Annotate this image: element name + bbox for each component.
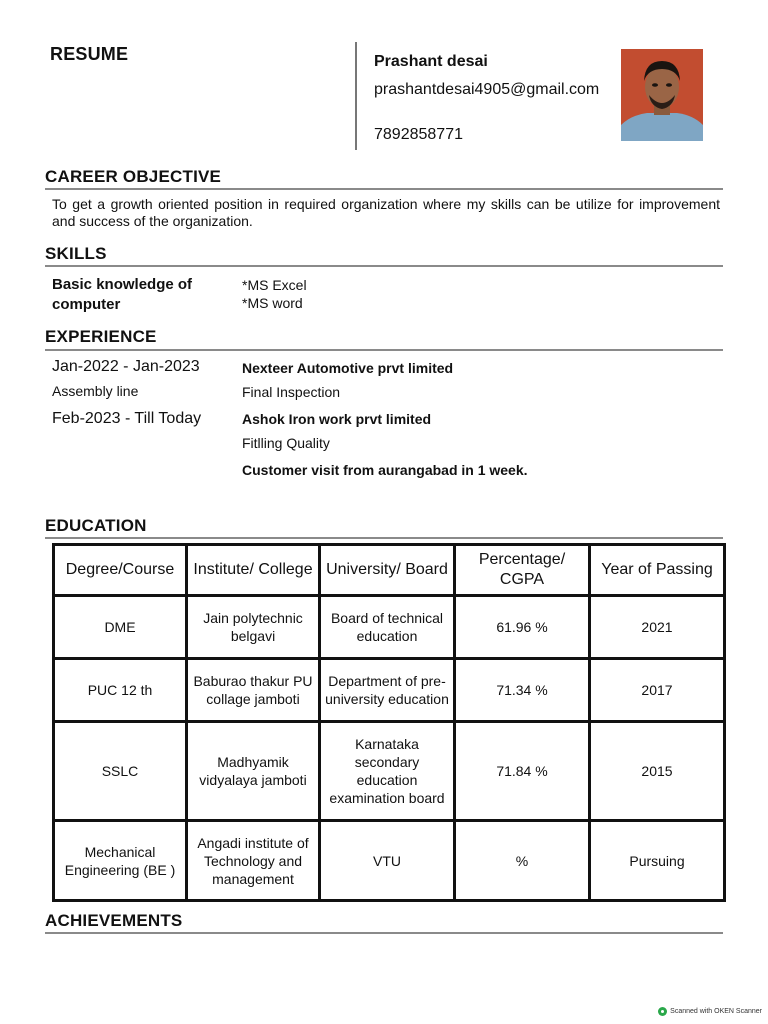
education-table (52, 543, 726, 902)
table-cell: Karnataka secondary education examination board (320, 722, 455, 821)
table-row (54, 722, 725, 821)
table-row (54, 821, 725, 901)
table-cell: 71.34 % (455, 659, 590, 722)
table-cell: Mechanical Engineering (BE ) (54, 821, 187, 901)
table-cell: Jain polytechnic belgavi (187, 596, 320, 659)
table-cell: Board of technical education (320, 596, 455, 659)
candidate-phone: 7892858771 (374, 126, 463, 143)
section-divider (45, 265, 723, 267)
table-cell: % (455, 821, 590, 901)
column-header: Institute/ College (187, 545, 320, 596)
skill-item: *MS Excel (242, 277, 307, 293)
table-cell: 61.96 % (455, 596, 590, 659)
section-divider (45, 188, 723, 190)
candidate-name: Prashant desai (374, 53, 488, 70)
table-cell: Baburao thakur PU collage jamboti (187, 659, 320, 722)
table-cell: 71.84 % (455, 722, 590, 821)
scanner-watermark (658, 1007, 762, 1016)
skills-heading: SKILLS (45, 244, 107, 263)
profile-photo (621, 49, 703, 141)
table-row (54, 596, 725, 659)
skill-item: *MS word (242, 295, 303, 311)
experience-role: Final Inspection (242, 384, 341, 400)
table-cell: 2021 (590, 596, 725, 659)
table-cell: DME (54, 596, 187, 659)
experience-period: Jan-2022 - Jan-2023 (52, 358, 200, 375)
table-cell: 2017 (590, 659, 725, 722)
experience-company: Nexteer Automotive prvt limited (242, 360, 454, 376)
table-header-row (54, 545, 725, 596)
table-row (54, 659, 725, 722)
table-cell: Department of pre- university education (320, 659, 455, 722)
experience-company: Ashok Iron work prvt limited (242, 411, 432, 427)
table-cell: Pursuing (590, 821, 725, 901)
candidate-email: prashantdesai4905@gmail.com (374, 81, 600, 98)
section-divider (45, 349, 723, 351)
skill-label: Basic knowledge of computer (52, 276, 193, 313)
skill-items (242, 276, 307, 312)
experience-heading: EXPERIENCE (45, 327, 157, 346)
person-photo-icon (621, 49, 703, 141)
column-header: Percentage/ CGPA (455, 545, 590, 596)
section-divider (45, 932, 723, 934)
career-objective-heading: CAREER OBJECTIVE (45, 167, 222, 186)
scanner-text: Scanned with OKEN Scanner (670, 1008, 762, 1015)
table-cell: Madhyamik vidyalaya jamboti (187, 722, 320, 821)
section-divider (45, 537, 723, 539)
resume-heading: RESUME (50, 44, 129, 64)
experience-role: Fitlling Quality (242, 435, 330, 451)
table-cell: Angadi institute of Technology and management (187, 821, 320, 901)
career-objective-text: To get a growth oriented position in required organization where my skills can be utilize for improvement and success of the organization. (52, 196, 720, 229)
experience-note: Customer visit from aurangabad in 1 week. (242, 462, 528, 478)
experience-department: Assembly line (52, 383, 139, 399)
table-cell: 2015 (590, 722, 725, 821)
column-header: Year of Passing (590, 545, 725, 596)
table-cell: VTU (320, 821, 455, 901)
header-divider (355, 42, 357, 150)
table-cell: PUC 12 th (54, 659, 187, 722)
table-cell: SSLC (54, 722, 187, 821)
education-heading: EDUCATION (45, 516, 147, 535)
column-header: Degree/Course (54, 545, 187, 596)
column-header: University/ Board (320, 545, 455, 596)
scanner-logo-icon (658, 1007, 667, 1016)
achievements-heading: ACHIEVEMENTS (45, 911, 183, 930)
experience-period: Feb-2023 - Till Today (52, 410, 202, 427)
